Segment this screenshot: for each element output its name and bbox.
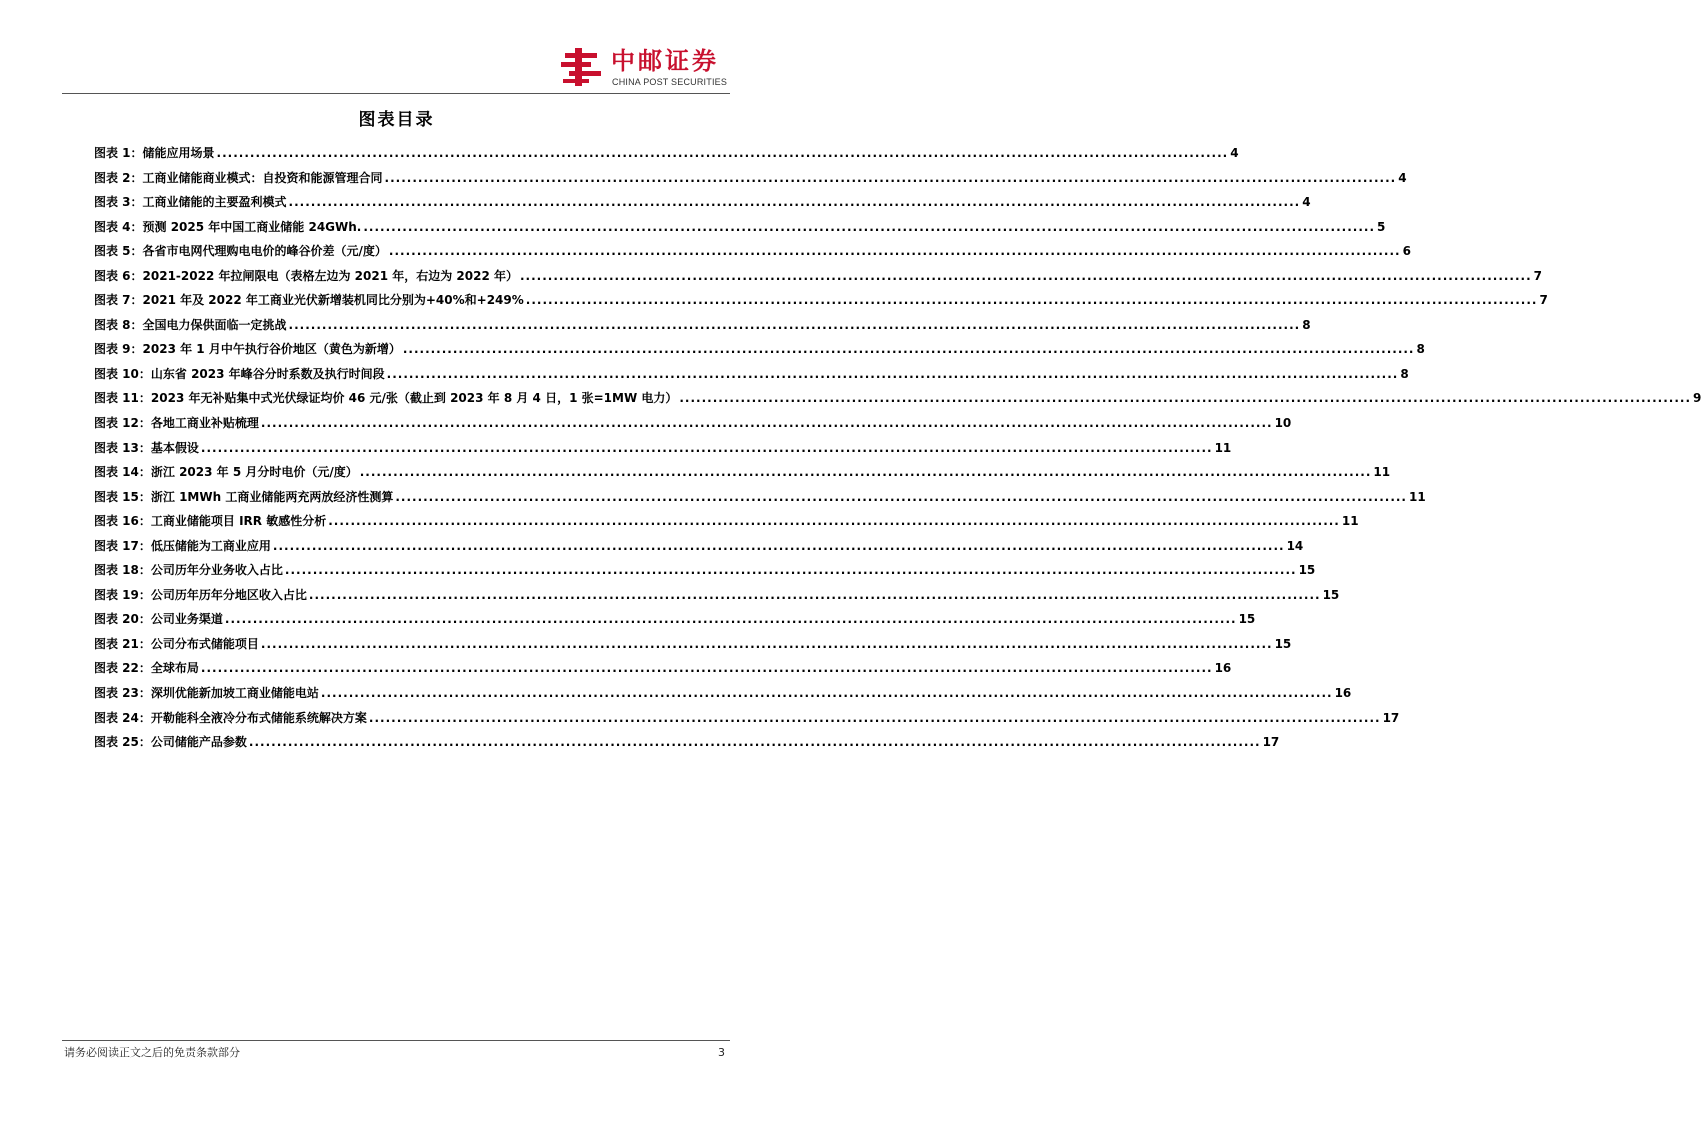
toc-entry-label: 图表 1： — [94, 146, 143, 160]
toc-entry-label: 图表 20： — [94, 612, 151, 627]
toc-entry-title: 预测 2025 年中国工商业储能 24GWh. — [142, 219, 362, 234]
toc-entry-title: 公司历年分业务收入占比 — [150, 563, 283, 578]
toc-entry[interactable] — [94, 290, 1548, 315]
toc-entry-page: 7 — [1539, 293, 1548, 308]
toc-dot-leader — [389, 241, 1401, 261]
toc-entry-label: 图表 5： — [94, 244, 143, 259]
toc-entry-label: 图表 12： — [94, 416, 151, 431]
toc-entry-title: 全球布局 — [150, 661, 199, 676]
toc-entry-page: 15 — [1238, 612, 1256, 627]
footer-disclaimer: 请务必阅读正文之后的免责条款部分 — [64, 1046, 240, 1059]
toc-entry-title: 2021 年及 2022 年工商业光伏新增装机同比分别为+40%和+249% — [142, 293, 524, 308]
toc-entry[interactable] — [94, 683, 1352, 708]
toc-dot-leader — [526, 290, 1538, 310]
china-post-logo-icon — [561, 48, 601, 86]
toc-entry-page: 4 — [1302, 195, 1311, 210]
toc-entry-title: 基本假设 — [150, 440, 199, 455]
toc-entry-label: 图表 21： — [94, 636, 151, 651]
toc-entry-page: 15 — [1322, 587, 1340, 602]
toc-entry-page: 14 — [1286, 538, 1304, 553]
toc-entry-page: 15 — [1274, 636, 1292, 651]
toc-entry-page: 15 — [1298, 563, 1316, 578]
toc-entry-title: 山东省 2023 年峰谷分时系数及执行时间段 — [150, 366, 385, 381]
toc-entry-label: 图表 16： — [94, 514, 151, 529]
toc-entry-title: 工商业储能商业模式：自投资和能源管理合同 — [142, 170, 383, 185]
footer-page-number: 3 — [718, 1046, 725, 1059]
toc-entry-page: 16 — [1334, 686, 1352, 701]
toc-dot-leader — [261, 413, 1273, 433]
toc-dot-leader — [273, 536, 1285, 556]
toc-entry[interactable] — [94, 585, 1340, 610]
toc-dot-leader — [201, 438, 1213, 458]
toc-dot-leader — [321, 683, 1333, 703]
toc-entry-title: 低压储能为工商业应用 — [150, 538, 271, 553]
toc-dot-leader — [249, 732, 1261, 752]
toc-entry-title: 2023 年 1 月中午执行谷价地区（黄色为新增） — [142, 342, 401, 357]
toc-entry-page: 8 — [1302, 317, 1311, 332]
toc-entry-label: 图表 10： — [94, 366, 151, 381]
toc-entry[interactable] — [94, 634, 1292, 659]
company-logo — [561, 46, 736, 90]
toc-dot-leader — [201, 658, 1213, 678]
toc-entry[interactable] — [94, 339, 1425, 364]
toc-dot-leader — [285, 560, 1297, 580]
toc-entry-title: 各省市电网代理购电电价的峰谷价差（元/度） — [142, 244, 387, 259]
toc-dot-leader — [309, 585, 1321, 605]
toc-dot-leader — [217, 143, 1229, 163]
toc-entry-page: 9 — [1693, 391, 1701, 406]
toc-entry-label: 图表 18： — [94, 563, 151, 578]
toc-dot-leader — [403, 339, 1415, 359]
toc-entry-title: 开勒能科全液冷分布式储能系统解决方案 — [150, 710, 367, 725]
toc-dot-leader — [395, 487, 1407, 507]
toc-entry-page: 4 — [1230, 146, 1239, 160]
toc-entry[interactable] — [94, 462, 1391, 487]
toc-entry-title: 各地工商业补贴梳理 — [150, 416, 259, 431]
toc-entry-label: 图表 24： — [94, 710, 151, 725]
toc-entry-label: 图表 6： — [94, 268, 143, 283]
toc-entry[interactable] — [94, 143, 1239, 168]
toc-entry-title: 浙江 2023 年 5 月分时电价（元/度） — [150, 465, 358, 480]
toc-entry[interactable] — [94, 217, 1386, 242]
toc-entry-title: 公司分布式储能项目 — [150, 636, 259, 651]
toc-entry-title: 2021-2022 年拉闸限电（表格左边为 2021 年，右边为 2022 年） — [142, 268, 518, 283]
toc-entry-label: 图表 2： — [94, 170, 143, 185]
footer-divider — [62, 1040, 730, 1041]
toc-dot-leader — [679, 388, 1691, 408]
toc-entry[interactable] — [94, 192, 1311, 217]
toc-dot-leader — [385, 168, 1397, 188]
toc-entry[interactable] — [94, 388, 1701, 413]
toc-entry[interactable] — [94, 511, 1359, 536]
toc-entry-title: 浙江 1MWh 工商业储能两充两放经济性测算 — [150, 489, 394, 504]
toc-dot-leader — [289, 315, 1301, 335]
page-header — [0, 0, 793, 92]
toc-entry-page: 6 — [1402, 244, 1411, 259]
toc-entry-label: 图表 8： — [94, 317, 143, 332]
toc-dot-leader — [360, 462, 1372, 482]
toc-entry[interactable] — [94, 708, 1400, 733]
toc-entry-page: 17 — [1382, 710, 1400, 725]
logo-english-name: CHINA POST SECURITIES — [612, 77, 728, 87]
toc-dot-leader — [328, 511, 1340, 531]
toc-entry-label: 图表 14： — [94, 465, 151, 480]
toc-entry-label: 图表 23： — [94, 686, 151, 701]
toc-entry-page: 11 — [1341, 514, 1359, 529]
toc-entry[interactable] — [94, 438, 1232, 463]
toc-entry-title: 公司历年历年分地区收入占比 — [150, 587, 307, 602]
toc-entry-page: 8 — [1416, 342, 1425, 357]
toc-entry[interactable] — [94, 487, 1426, 512]
toc-entry-title: 公司储能产品参数 — [150, 735, 247, 750]
toc-entry-label: 图表 3： — [94, 195, 143, 210]
toc-entry[interactable] — [94, 364, 1409, 389]
toc-dot-leader — [369, 708, 1381, 728]
toc-entry[interactable] — [94, 241, 1411, 266]
toc-entry-title: 工商业储能项目 IRR 敏感性分析 — [150, 514, 327, 529]
toc-entry[interactable] — [94, 658, 1232, 683]
toc-entry[interactable] — [94, 732, 1280, 757]
toc-dot-leader — [520, 266, 1532, 286]
toc-entry-page: 4 — [1398, 170, 1407, 185]
toc-entry-title: 公司业务渠道 — [150, 612, 223, 627]
header-divider — [62, 93, 730, 94]
toc-dot-leader — [387, 364, 1399, 384]
toc-entry[interactable] — [94, 413, 1292, 438]
toc-entry-title: 工商业储能的主要盈利模式 — [142, 195, 287, 210]
page-title: 图表目录 — [358, 110, 435, 130]
toc-entry-title: 2023 年无补贴集中式光伏绿证均价 46 元/张（截止到 2023 年 8 月 4 日，1 张=1MW 电力） — [150, 391, 678, 406]
toc-entry-label: 图表 19： — [94, 587, 151, 602]
toc-dot-leader — [261, 634, 1273, 654]
logo-chinese-name: 中邮证券 — [611, 47, 719, 75]
toc-entry-label: 图表 4： — [94, 219, 143, 234]
toc-entry-title: 全国电力保供面临一定挑战 — [142, 317, 287, 332]
toc-entry-title: 储能应用场景 — [142, 146, 215, 160]
toc-entry-label: 图表 13： — [94, 440, 151, 455]
toc-entry-label: 图表 15： — [94, 489, 151, 504]
toc-entry-page: 10 — [1274, 416, 1292, 431]
toc-entry-page: 11 — [1373, 465, 1391, 480]
toc-entry-page: 8 — [1400, 366, 1409, 381]
toc-entry[interactable] — [94, 609, 1256, 634]
toc-entry-label: 图表 7： — [94, 293, 143, 308]
toc-dot-leader — [363, 217, 1375, 237]
toc-entry-page: 7 — [1533, 268, 1543, 283]
table-of-figures — [94, 143, 1701, 757]
toc-entry[interactable] — [94, 560, 1316, 585]
toc-entry-label: 图表 11： — [94, 391, 151, 406]
toc-entry-label: 图表 22： — [94, 661, 151, 676]
toc-entry[interactable] — [94, 168, 1407, 193]
toc-entry-page: 11 — [1214, 440, 1232, 455]
toc-entry-label: 图表 17： — [94, 538, 151, 553]
toc-entry[interactable] — [94, 315, 1311, 340]
toc-entry-title: 深圳优能新加坡工商业储能电站 — [150, 686, 319, 701]
toc-entry-page: 11 — [1409, 489, 1426, 504]
toc-entry[interactable] — [94, 536, 1304, 561]
toc-dot-leader — [225, 609, 1237, 629]
toc-entry-page: 16 — [1214, 661, 1232, 676]
toc-entry[interactable] — [94, 266, 1543, 291]
toc-entry-page: 17 — [1262, 735, 1280, 750]
toc-entry-label: 图表 9： — [94, 342, 143, 357]
toc-entry-label: 图表 25： — [94, 735, 151, 750]
toc-entry-page: 5 — [1377, 219, 1386, 234]
toc-dot-leader — [289, 192, 1301, 212]
